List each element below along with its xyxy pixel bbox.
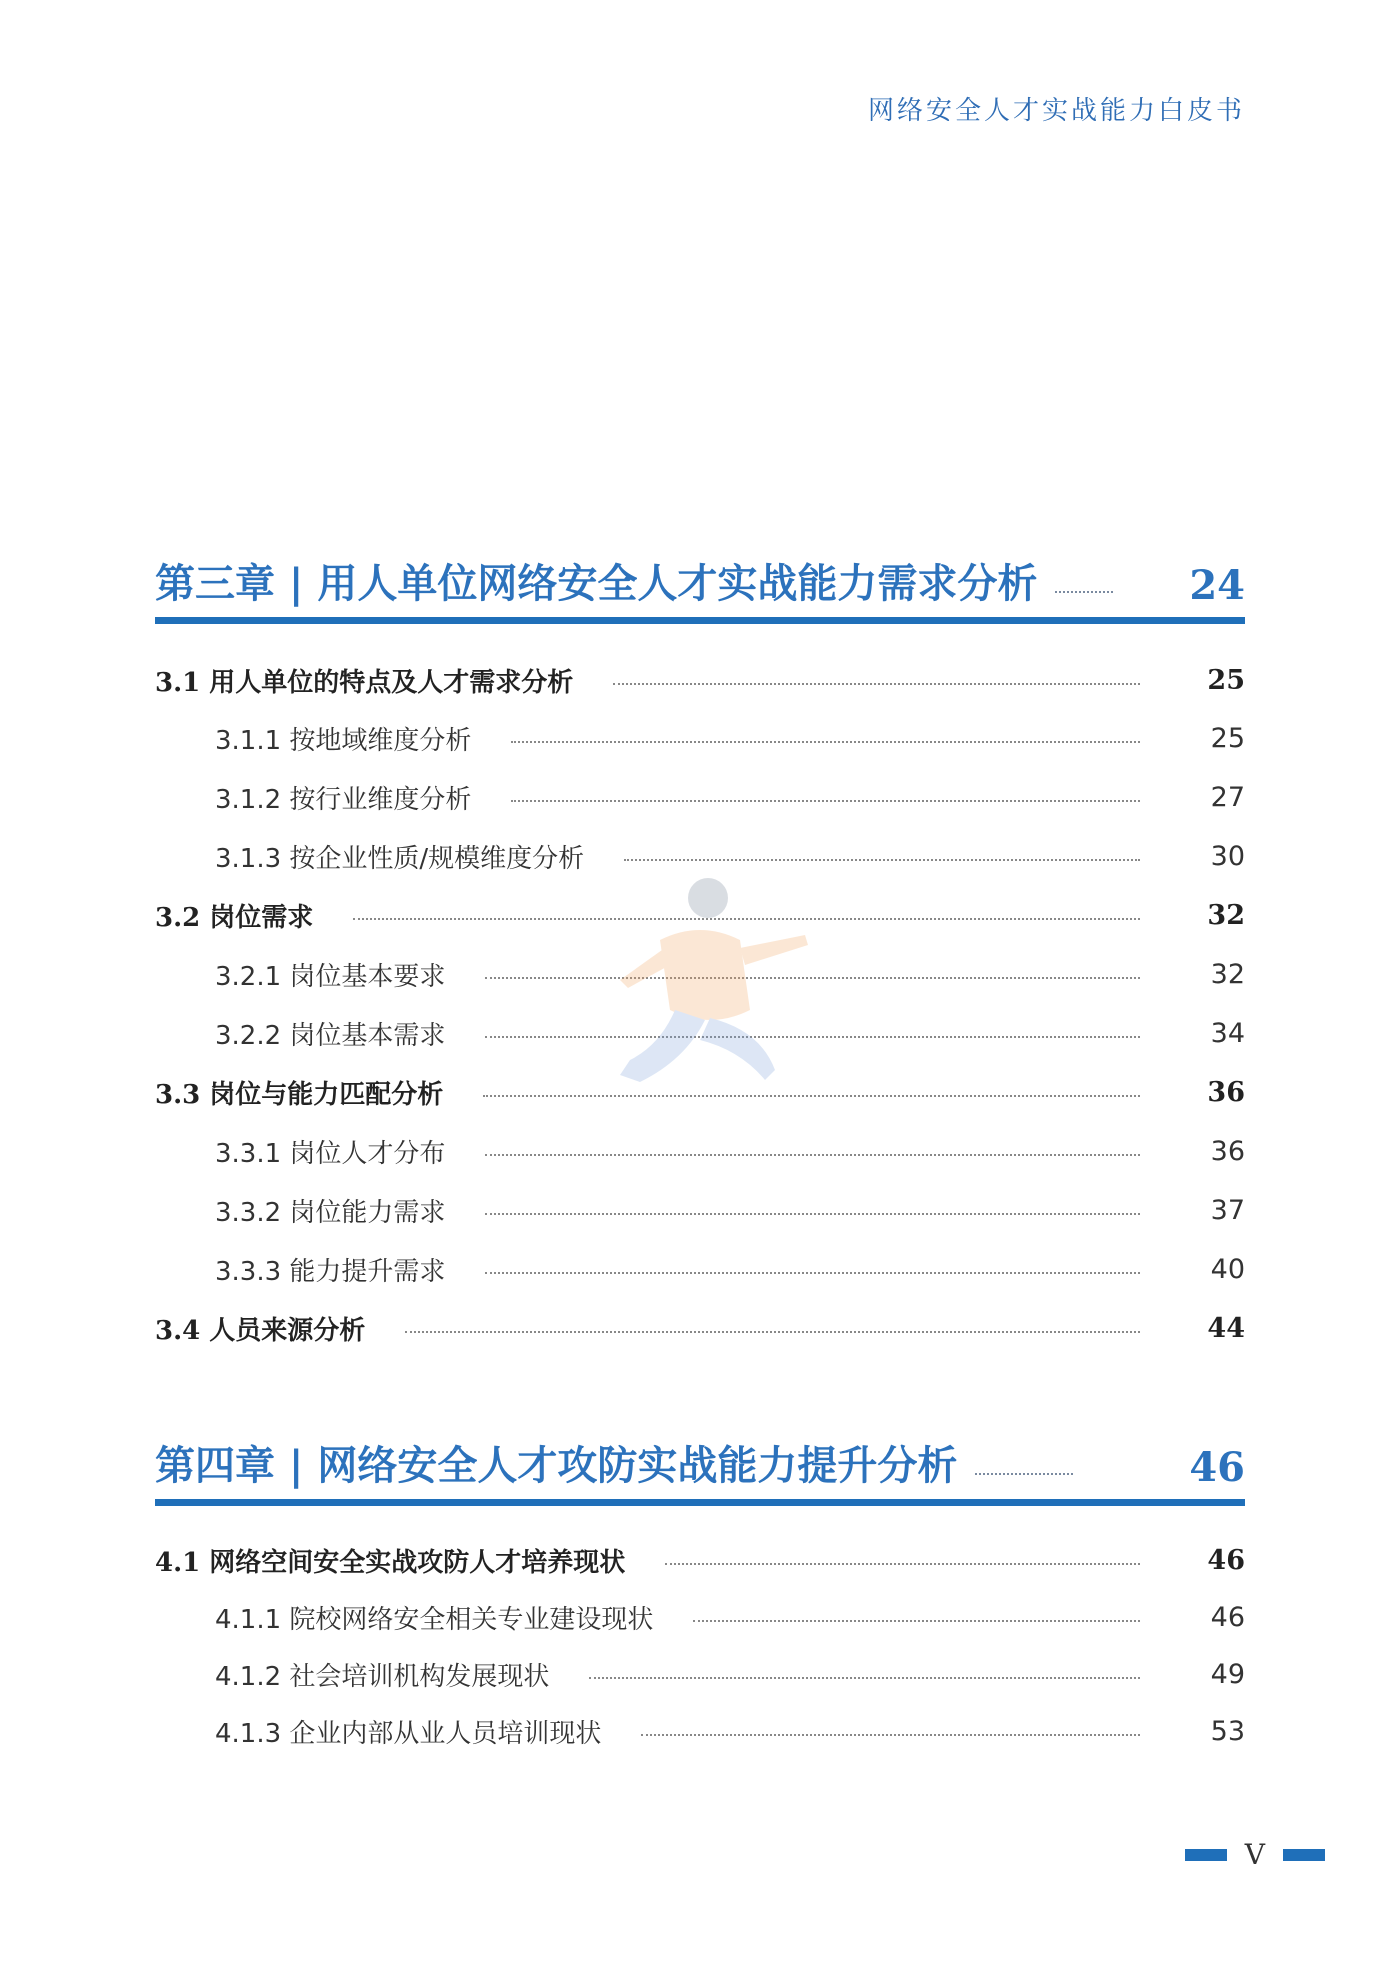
running-header: 网络安全人才实战能力白皮书 bbox=[867, 96, 1245, 126]
toc-entry-label: 4.1.2 社会培训机构发展现状 bbox=[215, 1661, 550, 1692]
chapter-4-heading[interactable] bbox=[155, 1437, 1245, 1506]
toc-entry-label: 3.3.3 能力提升需求 bbox=[215, 1256, 446, 1287]
toc-entry-page: 44 bbox=[1207, 1312, 1245, 1344]
chapter-4-title: 第四章 | 网络安全人才攻防实战能力提升分析 bbox=[155, 1442, 958, 1489]
leader-dots bbox=[485, 1272, 1140, 1274]
toc-entry[interactable] bbox=[215, 718, 1245, 758]
page-number: V bbox=[1244, 1838, 1265, 1871]
leader-dots bbox=[624, 859, 1140, 861]
toc-entry-page: 32 bbox=[1207, 899, 1245, 931]
toc-entry-page: 27 bbox=[1210, 781, 1245, 813]
footer-bar-right bbox=[1283, 1849, 1325, 1861]
toc-entry[interactable] bbox=[215, 1597, 1245, 1637]
toc-entry[interactable] bbox=[215, 1654, 1245, 1694]
toc-entry-label: 3.1.1 按地域维度分析 bbox=[215, 725, 472, 756]
toc-entry-label: 3.2.1 岗位基本要求 bbox=[215, 961, 446, 992]
toc-entry-page: 25 bbox=[1207, 664, 1245, 696]
leader-dots bbox=[511, 800, 1140, 802]
toc-entry-label: 3.1.2 按行业维度分析 bbox=[215, 784, 472, 815]
toc-entry-page: 25 bbox=[1210, 722, 1245, 754]
leader-dots bbox=[975, 1473, 1073, 1475]
footer-bar-left bbox=[1185, 1849, 1227, 1861]
toc-entry-page: 36 bbox=[1207, 1076, 1245, 1108]
leader-dots bbox=[485, 1154, 1140, 1156]
leader-dots bbox=[641, 1734, 1140, 1736]
chapter-3-heading[interactable] bbox=[155, 555, 1245, 624]
leader-dots bbox=[485, 1213, 1140, 1215]
toc-entry-label: 4.1.1 院校网络安全相关专业建设现状 bbox=[215, 1604, 654, 1635]
toc-entry-label: 3.1.3 按企业性质/规模维度分析 bbox=[215, 843, 585, 874]
toc-entry[interactable] bbox=[155, 1308, 1245, 1348]
leader-dots bbox=[405, 1331, 1140, 1333]
toc-entry-label: 3.3 岗位与能力匹配分析 bbox=[155, 1079, 444, 1110]
leader-dots bbox=[511, 741, 1140, 743]
toc-entry[interactable] bbox=[215, 1711, 1245, 1751]
toc-entry[interactable] bbox=[155, 660, 1245, 700]
toc-entry[interactable] bbox=[215, 1131, 1245, 1171]
toc-entry[interactable] bbox=[215, 777, 1245, 817]
leader-dots bbox=[1055, 591, 1113, 593]
toc-entry[interactable] bbox=[215, 1249, 1245, 1289]
chapter-3-page: 24 bbox=[1189, 562, 1246, 609]
toc-entry[interactable] bbox=[155, 1540, 1245, 1580]
toc-entry-page: 40 bbox=[1210, 1253, 1245, 1285]
toc-entry-label: 4.1.3 企业内部从业人员培训现状 bbox=[215, 1718, 602, 1749]
leader-dots bbox=[589, 1677, 1140, 1679]
leader-dots bbox=[693, 1620, 1140, 1622]
page-footer bbox=[1185, 1838, 1325, 1871]
toc-entry-label: 3.3.2 岗位能力需求 bbox=[215, 1197, 446, 1228]
toc-entry-label: 3.2.2 岗位基本需求 bbox=[215, 1020, 446, 1051]
toc-entry-page: 53 bbox=[1210, 1715, 1245, 1747]
leader-dots bbox=[613, 683, 1140, 685]
toc-entry-page: 37 bbox=[1210, 1194, 1245, 1226]
toc-entry-label: 4.1 网络空间安全实战攻防人才培养现状 bbox=[155, 1547, 626, 1578]
leader-dots bbox=[665, 1563, 1140, 1565]
toc-entry-label: 3.4 人员来源分析 bbox=[155, 1315, 366, 1346]
chapter-4-page: 46 bbox=[1189, 1444, 1246, 1491]
toc-entry[interactable] bbox=[215, 1190, 1245, 1230]
toc-entry-label: 3.1 用人单位的特点及人才需求分析 bbox=[155, 667, 574, 698]
runner-watermark-icon bbox=[590, 870, 830, 1100]
toc-entry-page: 32 bbox=[1210, 958, 1245, 990]
toc-entry-page: 30 bbox=[1210, 840, 1245, 872]
toc-entry-page: 36 bbox=[1210, 1135, 1245, 1167]
toc-entry-page: 49 bbox=[1210, 1658, 1245, 1690]
toc-entry-page: 46 bbox=[1210, 1601, 1245, 1633]
toc-entry-label: 3.3.1 岗位人才分布 bbox=[215, 1138, 446, 1169]
toc-entry-page: 46 bbox=[1207, 1544, 1245, 1576]
toc-entry-label: 3.2 岗位需求 bbox=[155, 902, 314, 933]
chapter-3-title: 第三章 | 用人单位网络安全人才实战能力需求分析 bbox=[155, 560, 1038, 607]
toc-entry-page: 34 bbox=[1210, 1017, 1245, 1049]
